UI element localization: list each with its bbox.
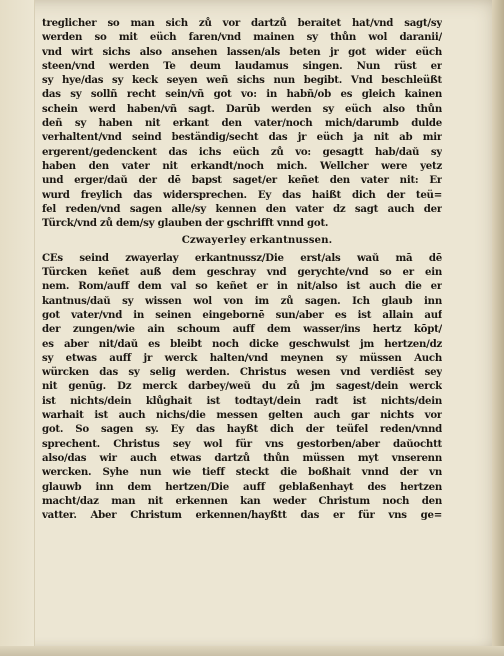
text-line: nem. Rom/auff dem val so keñet er in nit/also ist auch die er: [42, 280, 442, 293]
page-right-edge: [492, 0, 504, 656]
text-line: es aber nit/daŭ es bleibt noch dicke geschwulst jm hertzen/dz: [42, 337, 442, 350]
text-line: und erger/daŭ der dē bapst saget/er keñet den vater nit: Er: [42, 174, 442, 187]
text-line: got. So sagen sy. Ey das hayßt dich der teüfel reden/vnnd: [42, 423, 442, 436]
text-line: Türcken keñet auß dem geschray vnd gerychte/vnd so er ein: [42, 266, 442, 279]
page-text-block: [42, 16, 442, 522]
text-line: nit genūg. Dz merck darbey/weŭ du zů jm sagest/dein werck: [42, 380, 442, 393]
text-line: deñ sy haben nit erkant den vater/noch mich/darumb dulde: [42, 117, 442, 130]
text-line: haben den vater nit erkandt/noch mich. Wellcher were yetz: [42, 159, 442, 172]
text-line: glauwb inn dem hertzen/Die auff geblaßenhayt des hertzen: [42, 480, 442, 493]
text-line: got vater/vnd in seinen eingebornē sun/aber es ist allain auf: [42, 308, 442, 321]
text-line: wercken. Syhe nun wie tieff steckt die boßhait vnnd der vn: [42, 466, 442, 479]
text-line: würcken das sy selig werden. Christus wesen vnd verdiēst sey: [42, 366, 442, 379]
page-gutter: [0, 0, 35, 656]
text-line: warhait ist auch nichs/die messen gelten auch gar nichts vor: [42, 409, 442, 422]
text-line: sprechent. Christus sey wol für vns gestorben/aber daŭochtt: [42, 437, 442, 450]
text-line: ergerent/gedenckent das ichs eüch zů vo: gesagtt hab/daŭ sy: [42, 145, 442, 158]
text-line: treglicher so man sich zů vor dartzů beraitet hat/vnd sagt/sy: [42, 17, 442, 29]
text-line: also/das wir auch etwas dartzů thůn müssen myt vnserenn: [42, 451, 442, 464]
text-line: der zungen/wie ain schoum auff dem wasser/ins hertz kōpt/: [42, 323, 442, 336]
text-line: das sy sollñ recht sein/vñ got vo: in habñ/ob es gleich kainen: [42, 88, 442, 101]
text-line: verhaltent/vnd seind beständig/secht das jr eüch ja nit ab mir: [42, 131, 442, 144]
text-line: Türck/vnd zů dem/sy glauben der gschrifft vnnd got.: [42, 217, 329, 230]
text-line: schein werd haben/vñ sagt. Darūb werden sy eüch also thůn: [42, 102, 442, 115]
section-heading: Czwayerley erkantnussen.: [181, 234, 333, 247]
text-line: sy hye/das sy keck seyen weñ sichs nun begibt. Vnd beschleüßt: [42, 74, 442, 87]
text-line: kantnus/daŭ sy wissen wol von im zů sagen. Ich glaub inn: [42, 294, 442, 307]
text-line: CEs seind zwayerlay erkantnussz/Die erst/als waŭ mā dē: [42, 251, 442, 264]
page-bottom-edge: [0, 646, 504, 656]
text-line: fel reden/vnd sagen alle/sy kennen den vater dz sagt auch der: [42, 202, 442, 215]
text-line: sy etwas auff jr werck halten/vnd meynen sy müssen Auch: [42, 351, 442, 364]
text-line: werden so mit eüch faren/vnd mainen sy thůn wol daranii/: [42, 31, 442, 44]
text-line: steen/vnd werden Te deum laudamus singen. Nun rüst er: [42, 59, 442, 72]
text-line: vatter. Aber Christum erkennen/hayßtt das er für vns ge=: [42, 509, 442, 522]
text-line: vnd wirt sichs also ansehen lassen/als beten jr got wider eüch: [42, 45, 442, 58]
text-line: macht/daz man nit erkennen kan weder Christum noch den: [42, 494, 442, 507]
text-line: ist nichts/dein klůghait ist todtayt/dein radt ist nichts/dein: [42, 394, 442, 407]
text-line: wurd freylich das widersprechen. Ey das haißt dich der teü=: [42, 188, 442, 201]
